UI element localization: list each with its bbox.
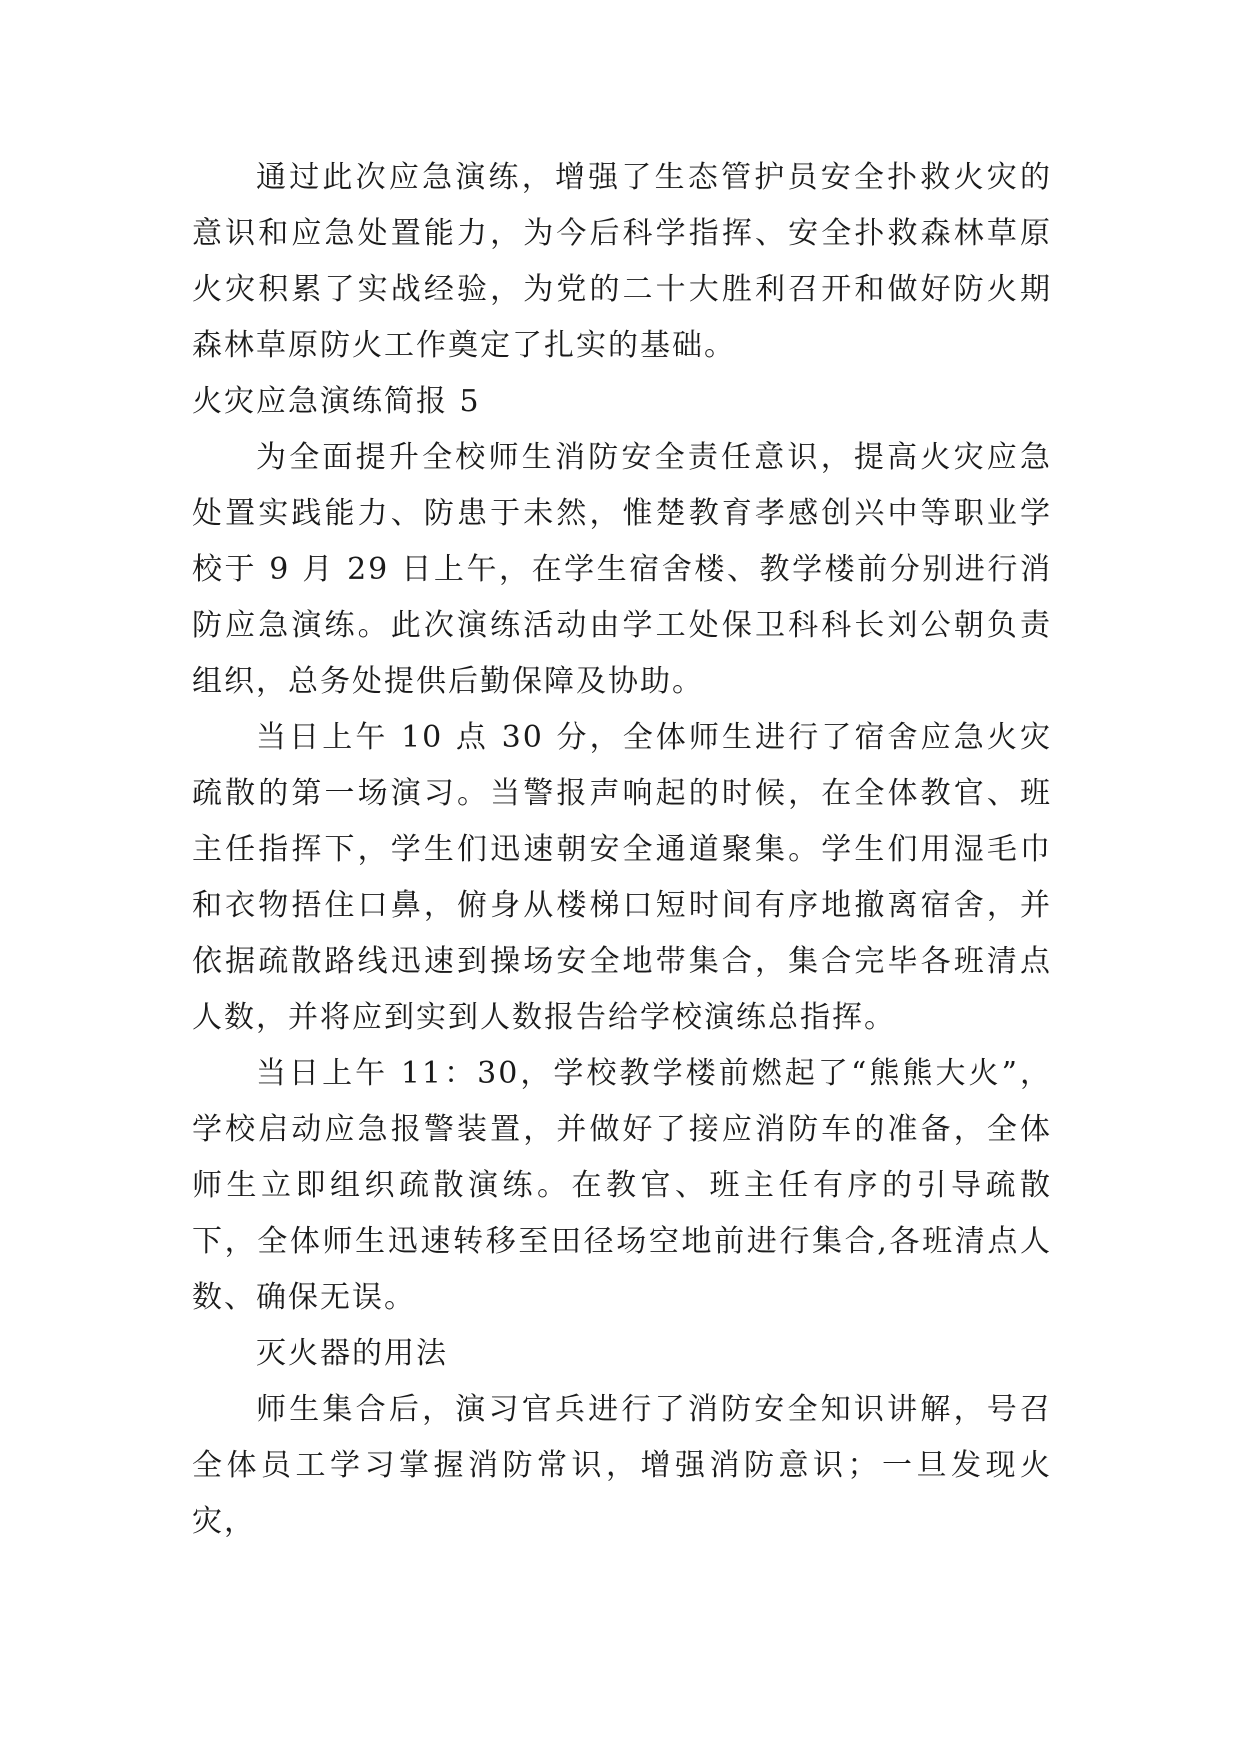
paragraph-dorm-drill: 当日上午 10 点 30 分，全体师生进行了宿舍应急火灾疏散的第一场演习。当警报声响起的时候，在全体教官、班主任指挥下，学生们迅速朝安全通道聚集。学生们用湿毛巾和衣物捂住口鼻，俯身从楼梯口短时间有序地撤离宿舍，并依据疏散路线迅速到操场安全地带集合，集合完毕各班清点人数，并将应到实到人数报告给学校演练总指挥。 bbox=[192, 720, 1052, 1035]
section-heading: 火灾应急演练简报 5 bbox=[192, 384, 481, 419]
paragraph-building-drill: 当日上午 11：30，学校教学楼前燃起了“熊熊大火”，学校启动应急报警装置，并做好了接应消防车的准备，全体师生立即组织疏散演练。在教官、班主任有序的引导疏散下，全体师生迅速转移至田径场空地前进行集合,各班清点人数、确保无误。 bbox=[192, 1056, 1052, 1315]
extinguisher-subheading: 灭火器的用法 bbox=[256, 1336, 448, 1371]
document-body bbox=[192, 150, 1052, 1550]
paragraph-drill-summary: 通过此次应急演练，增强了生态管护员安全扑救火灾的意识和应急处置能力，为今后科学指挥、安全扑救森林草原火灾积累了实战经验，为党的二十大胜利召开和做好防火期森林草原防火工作奠定了扎实的基础。 bbox=[192, 160, 1052, 363]
paragraph-safety-lecture: 师生集合后，演习官兵进行了消防安全知识讲解，号召全体员工学习掌握消防常识，增强消防意识；一旦发现火灾， bbox=[192, 1392, 1052, 1539]
paragraph-intro: 为全面提升全校师生消防安全责任意识，提高火灾应急处置实践能力、防患于未然，惟楚教育孝感创兴中等职业学校于 9 月 29 日上午，在学生宿舍楼、教学楼前分别进行消防应急演练。此次演练活动由学工处保卫科科长刘公朝负责组织，总务处提供后勤保障及协助。 bbox=[192, 440, 1052, 699]
